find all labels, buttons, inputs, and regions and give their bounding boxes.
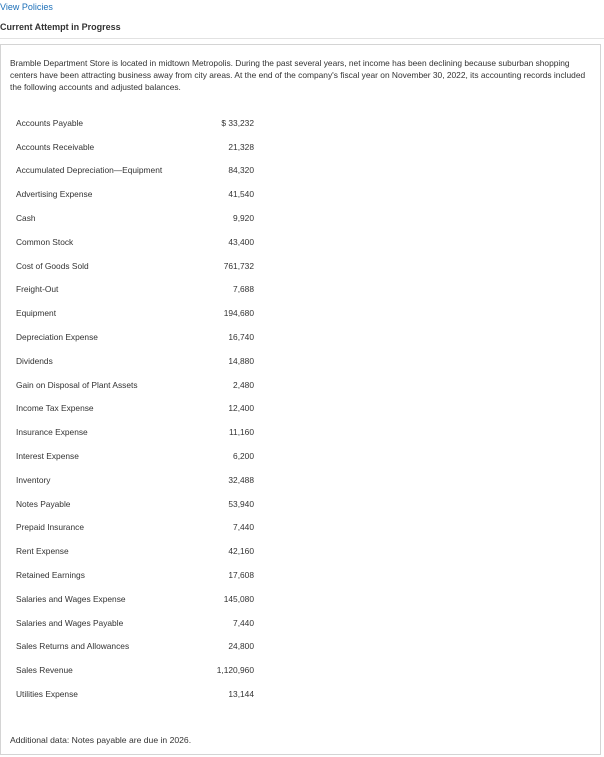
account-row: [16, 468, 256, 492]
account-name: Retained Earnings: [16, 570, 85, 581]
account-amount: 16,740: [228, 332, 254, 343]
account-amount: 21,328: [228, 141, 254, 152]
account-row: [16, 563, 256, 587]
account-amount: 42,160: [228, 546, 254, 557]
account-amount: 12,400: [228, 403, 254, 414]
account-amount: 41,540: [228, 189, 254, 200]
account-name: Equipment: [16, 308, 57, 319]
account-name: Insurance Expense: [16, 427, 88, 438]
view-policies-link[interactable]: View Policies: [0, 2, 53, 12]
account-row: [16, 254, 256, 278]
account-amount: 9,920: [233, 213, 254, 224]
account-name: Notes Payable: [16, 498, 71, 509]
account-name: Utilities Expense: [16, 689, 78, 700]
account-row: [16, 373, 256, 397]
question-panel: [0, 44, 601, 755]
account-amount: 17,608: [228, 570, 254, 581]
account-name: Prepaid Insurance: [16, 522, 84, 533]
account-name: Gain on Disposal of Plant Assets: [16, 379, 138, 390]
account-name: Common Stock: [16, 236, 74, 247]
account-row: [16, 658, 256, 682]
account-row: [16, 182, 256, 206]
account-row: [16, 444, 256, 468]
account-amount: 194,680: [223, 308, 254, 319]
account-name: Advertising Expense: [16, 189, 93, 200]
account-row: [16, 420, 256, 444]
account-name: Cost of Goods Sold: [16, 260, 89, 271]
attempt-status: Current Attempt in Progress: [0, 22, 121, 32]
account-name: Salaries and Wages Expense: [16, 593, 126, 604]
account-row: [16, 111, 256, 135]
account-row: [16, 135, 256, 159]
account-name: Income Tax Expense: [16, 403, 94, 414]
accounts-table-body: [16, 111, 256, 706]
account-row: [16, 516, 256, 540]
account-amount: 2,480: [233, 379, 254, 390]
account-row: [16, 682, 256, 706]
account-name: Salaries and Wages Payable: [16, 617, 124, 628]
account-row: [16, 159, 256, 183]
account-row: [16, 349, 256, 373]
accounts-table: [16, 111, 256, 706]
account-row: [16, 206, 256, 230]
account-row: [16, 278, 256, 302]
account-row: [16, 635, 256, 659]
account-row: [16, 587, 256, 611]
account-name: Accounts Payable: [16, 117, 84, 128]
account-amount: 7,440: [233, 617, 254, 628]
account-amount: 11,160: [229, 427, 254, 438]
account-amount: 32,488: [228, 474, 254, 485]
account-amount: 24,800: [228, 641, 254, 652]
account-amount: $ 33,232: [221, 117, 254, 128]
account-row: [16, 397, 256, 421]
account-amount: 14,880: [228, 355, 254, 366]
account-row: [16, 492, 256, 516]
account-name: Accumulated Depreciation—Equipment: [16, 165, 163, 176]
account-name: Sales Revenue: [16, 665, 73, 676]
account-name: Sales Returns and Allowances: [16, 641, 130, 652]
account-name: Cash: [16, 213, 36, 224]
account-row: [16, 611, 256, 635]
question-text: Bramble Department Store is located in midtown Metropolis. During the past several years, net income has been declining because suburban shopping centers have been attracting business away from city areas. At the end of the company's fiscal year on November 30, 2022, its accounting records included the following accounts and adjusted balances.: [10, 58, 586, 92]
account-amount: 13,144: [228, 689, 254, 700]
account-row: [16, 539, 256, 563]
account-row: [16, 301, 256, 325]
account-amount: 145,080: [223, 593, 254, 604]
account-name: Rent Expense: [16, 546, 69, 557]
account-amount: 7,688: [233, 284, 254, 295]
account-name: Dividends: [16, 355, 53, 366]
account-name: Freight-Out: [16, 284, 59, 295]
account-name: Accounts Receivable: [16, 141, 95, 152]
account-amount: 53,940: [228, 498, 254, 509]
account-amount: 1,120,960: [216, 665, 254, 676]
account-row: [16, 325, 256, 349]
account-amount: 761,732: [223, 260, 254, 271]
account-amount: 84,320: [228, 165, 254, 176]
account-amount: 6,200: [233, 451, 254, 462]
additional-data-note: Additional data: Notes payable are due in 2026.: [10, 735, 192, 745]
account-amount: 7,440: [233, 522, 254, 533]
header-divider: [0, 38, 604, 39]
account-name: Interest Expense: [16, 451, 79, 462]
account-name: Depreciation Expense: [16, 332, 98, 343]
account-amount: 43,400: [228, 236, 254, 247]
account-name: Inventory: [16, 474, 51, 485]
account-row: [16, 230, 256, 254]
